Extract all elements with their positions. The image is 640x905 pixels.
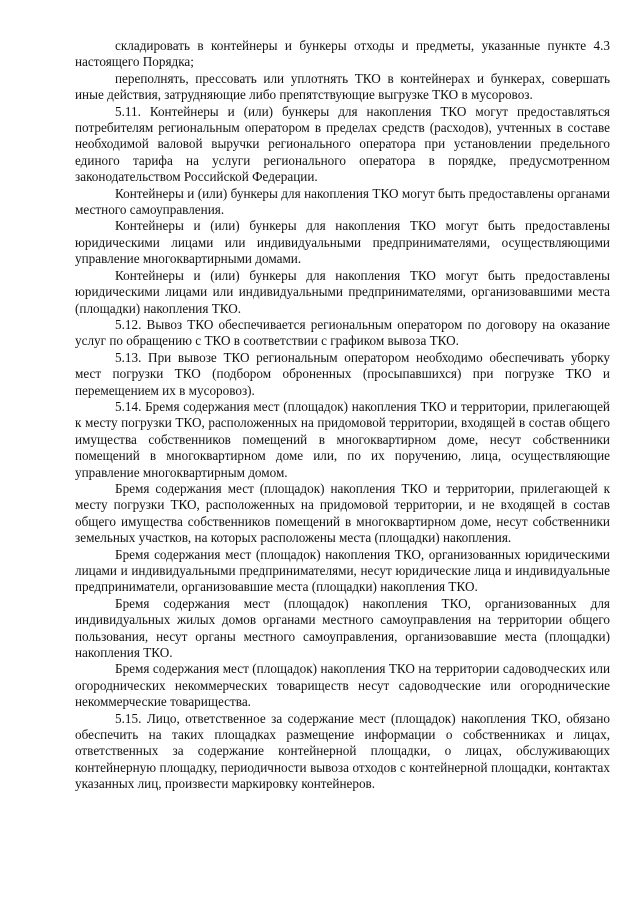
paragraph-13: Бремя содержания мест (площадок) накопления ТКО на территории садоводческих или огороднических некоммерческих товариществ несут садоводческие или огороднические некоммерческие товарищества. (75, 661, 610, 710)
paragraph-2: переполнять, прессовать или уплотнять ТКО в контейнерах и бункерах, совершать иные действия, затрудняющие либо препятствующие выгрузке ТКО в мусоровоз. (75, 70, 610, 103)
paragraph-9: 5.14. Бремя содержания мест (площадок) накопления ТКО и территории, прилегающей к месту погрузки ТКО, расположенных на придомовой территории, входящей в состав общего имущества собственников помещений в многоквартирном доме, несут собственники помещений в многоквартирном доме или, по их поручению, лица, осуществляющие управление многоквартирным домом. (75, 398, 610, 480)
paragraph-14: 5.15. Лицо, ответственное за содержание мест (площадок) накопления ТКО, обязано обеспечить на таких площадках размещение информации о собственниках и лицах, ответственных за содержание контейнерной площадки, о лицах, обслуживающих контейнерную площадку, периодичности вывоза отходов с контейнерной площадки, контактах указанных лиц, произвести маркировку контейнеров. (75, 710, 610, 792)
paragraph-6: Контейнеры и (или) бункеры для накопления ТКО могут быть предоставлены юридическими лицами или индивидуальными предпринимателями, организовавшими места (площадки) накопления ТКО. (75, 267, 610, 316)
document-page (75, 38, 610, 793)
paragraph-7: 5.12. Вывоз ТКО обеспечивается региональным оператором по договору на оказание услуг по обращению с ТКО в соответствии с графиком вывоза ТКО. (75, 316, 610, 349)
paragraph-4: Контейнеры и (или) бункеры для накопления ТКО могут быть предоставлены органами местного самоуправления. (75, 185, 610, 218)
paragraph-10: Бремя содержания мест (площадок) накопления ТКО и территории, прилегающей к месту погрузки ТКО, расположенных на придомовой территории, и не входящей в состав общего имущества собственников помещений в многоквартирном доме, несут собственники земельных участков, на которых расположены места (площадки) накопления. (75, 480, 610, 546)
paragraph-8: 5.13. При вывозе ТКО региональным оператором необходимо обеспечивать уборку мест погрузки ТКО (подбором оброненных (просыпавшихся) при погрузке ТКО и перемещением их в мусоровоз). (75, 349, 610, 398)
paragraph-12: Бремя содержания мест (площадок) накопления ТКО, организованных для индивидуальных жилых домов органами местного самоуправления на территории общего пользования, несут органы местного самоуправления, организовавшие места (площадки) накопления ТКО. (75, 595, 610, 661)
paragraph-11: Бремя содержания мест (площадок) накопления ТКО, организованных юридическими лицами и индивидуальными предпринимателями, несут юридические лица и индивидуальные предприниматели, организовавшие места (площадки) накопления ТКО. (75, 546, 610, 595)
paragraph-5: Контейнеры и (или) бункеры для накопления ТКО могут быть предоставлены юридическими лицами или индивидуальными предпринимателями, осуществляющими управление многоквартирными домами. (75, 218, 610, 267)
paragraph-3: 5.11. Контейнеры и (или) бункеры для накопления ТКО могут предоставляться потребителям региональным оператором в пределах средств (расходов), учтенных в составе необходимой валовой выручки регионального оператора при установлении предельного единого тарифа на услуги регионального оператора в порядке, предусмотренном законодательством Российской Федерации. (75, 103, 610, 185)
paragraph-1: складировать в контейнеры и бункеры отходы и предметы, указанные пункте 4.3 настоящего Порядка; (75, 38, 610, 70)
